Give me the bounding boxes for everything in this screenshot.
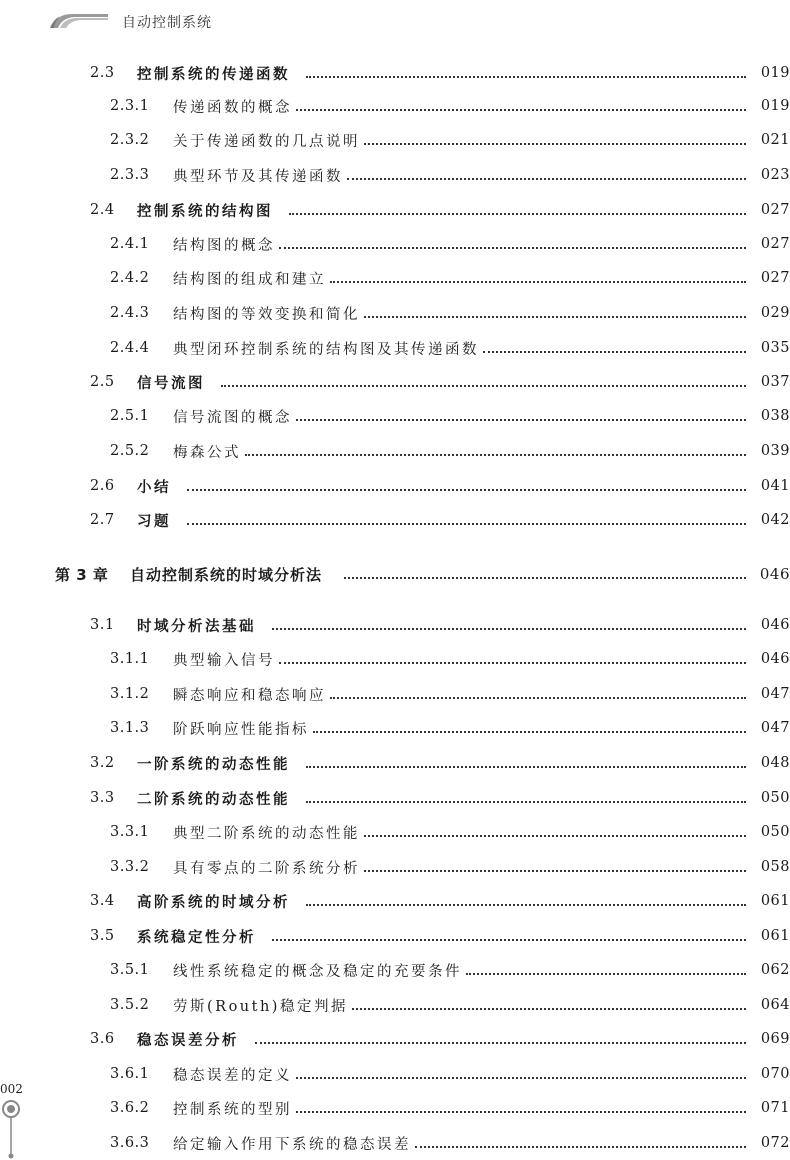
dot-leader xyxy=(187,488,746,491)
toc-entry-title: 时域分析法基础 xyxy=(137,617,256,635)
toc-entry-title: 控制系统的型别 xyxy=(173,1101,292,1118)
dot-leader xyxy=(296,418,746,421)
toc-entry-title: 稳态误差分析 xyxy=(137,1031,239,1049)
dot-leader xyxy=(364,834,746,837)
toc-entry-number: 3.1.1 xyxy=(110,651,150,667)
dot-leader xyxy=(296,1076,746,1079)
toc-entry[interactable] xyxy=(0,266,790,290)
toc-entry-page: 069 xyxy=(760,1031,790,1047)
toc-entry-page: 027 xyxy=(760,270,790,286)
dot-leader xyxy=(187,522,746,525)
toc-entry-title: 高阶系统的时域分析 xyxy=(137,893,290,911)
toc-entry[interactable] xyxy=(0,404,790,428)
dot-leader xyxy=(415,1145,746,1148)
toc-entry[interactable] xyxy=(0,163,790,187)
page-number: 002 xyxy=(0,1082,23,1096)
toc-entry-number: 3.2 xyxy=(90,755,115,771)
toc-entry[interactable] xyxy=(0,889,790,913)
toc-entry-page: 047 xyxy=(760,686,790,702)
toc-entry-title: 劳斯(Routh)稳定判据 xyxy=(173,998,348,1015)
toc-entry-title: 信号流图的概念 xyxy=(173,409,292,426)
toc-entry[interactable] xyxy=(0,336,790,360)
toc-entry-page: 061 xyxy=(760,928,790,944)
toc-entry-number: 3.3.1 xyxy=(110,824,150,840)
toc-entry-number: 3.1 xyxy=(90,617,115,633)
dot-leader xyxy=(279,246,746,249)
toc-entry-title: 梅森公式 xyxy=(173,444,241,461)
toc-entry-title: 信号流图 xyxy=(137,374,205,392)
toc-entry[interactable] xyxy=(0,855,790,879)
toc-entry-title: 给定输入作用下系统的稳态误差 xyxy=(173,1136,411,1153)
toc-entry-number: 3.1.3 xyxy=(110,720,150,736)
toc-entry-page: 062 xyxy=(760,962,790,978)
toc-entry[interactable] xyxy=(0,751,790,775)
toc-entry[interactable] xyxy=(0,128,790,152)
toc-entry-page: 021 xyxy=(760,132,790,148)
toc-entry-page: 048 xyxy=(760,755,790,771)
running-header xyxy=(0,0,790,42)
toc-entry-page: 029 xyxy=(760,305,790,321)
toc-entry-page: 061 xyxy=(760,893,790,909)
toc-entry-page: 027 xyxy=(760,236,790,252)
book-title: 自动控制系统 xyxy=(122,15,212,31)
toc-entry-title: 结构图的等效变换和简化 xyxy=(173,306,360,323)
toc-entry-number: 2.3.1 xyxy=(110,98,150,114)
toc-entry-page: 050 xyxy=(760,790,790,806)
dot-leader xyxy=(313,730,746,733)
dot-leader xyxy=(296,108,746,111)
toc-entry-number: 2.3 xyxy=(90,65,115,81)
toc-entry-number: 2.3.2 xyxy=(110,132,150,148)
toc-entry-page: 027 xyxy=(760,202,790,218)
toc-entry-number: 3.6.2 xyxy=(110,1100,150,1116)
toc-entry[interactable] xyxy=(0,924,790,948)
toc-entry[interactable] xyxy=(0,61,790,85)
toc-entry[interactable] xyxy=(0,993,790,1017)
toc-entry-title: 系统稳定性分析 xyxy=(137,928,256,946)
target-circle-icon xyxy=(0,1098,22,1160)
toc-entry-number: 2.5.1 xyxy=(110,408,150,424)
dot-leader xyxy=(344,576,746,579)
toc-entry[interactable] xyxy=(0,613,790,637)
toc-entry-number: 3.6.3 xyxy=(110,1135,150,1151)
toc-entry-number: 3.5.2 xyxy=(110,997,150,1013)
toc-entry-number: 2.5 xyxy=(90,374,115,390)
toc-entry[interactable] xyxy=(0,301,790,325)
dot-leader xyxy=(296,1110,746,1113)
dot-leader xyxy=(347,177,746,180)
toc-entry-page: 038 xyxy=(760,408,790,424)
dot-leader xyxy=(330,280,746,283)
toc-entry-page: 019 xyxy=(760,65,790,81)
dot-leader xyxy=(306,903,746,906)
toc-entry-title: 关于传递函数的几点说明 xyxy=(173,133,360,150)
dot-leader xyxy=(330,696,746,699)
toc-entry-number: 2.3.3 xyxy=(110,167,150,183)
toc-entry-page: 037 xyxy=(760,374,790,390)
toc-entry[interactable] xyxy=(0,508,790,532)
toc-entry[interactable] xyxy=(0,647,790,671)
dot-leader xyxy=(364,142,746,145)
toc-chapter-entry[interactable] xyxy=(0,562,790,586)
toc-entry-title: 典型二阶系统的动态性能 xyxy=(173,825,360,842)
toc-entry-title: 结构图的概念 xyxy=(173,237,275,254)
toc-entry-page: 050 xyxy=(760,824,790,840)
dot-leader xyxy=(245,453,746,456)
toc-entry-number: 3.5.1 xyxy=(110,962,150,978)
toc-entry-page: 035 xyxy=(760,340,790,356)
toc-entry-number: 3.3.2 xyxy=(110,859,150,875)
toc-entry-number: 3.5 xyxy=(90,928,115,944)
toc-entry-number: 2.4.1 xyxy=(110,236,150,252)
toc-entry-title: 阶跃响应性能指标 xyxy=(173,721,309,738)
dot-leader xyxy=(272,938,746,941)
toc-entry-number: 2.4 xyxy=(90,202,115,218)
toc-entry-page: 019 xyxy=(760,98,790,114)
toc-entry-number: 2.7 xyxy=(90,512,115,528)
toc-entry[interactable] xyxy=(0,474,790,498)
toc-entry[interactable] xyxy=(0,232,790,256)
toc-entry-page: 072 xyxy=(760,1135,790,1151)
toc-entry-title: 典型闭环控制系统的结构图及其传递函数 xyxy=(173,341,479,358)
toc-entry-title: 控制系统的结构图 xyxy=(137,202,273,220)
dot-leader xyxy=(466,972,746,975)
toc-entry[interactable] xyxy=(0,1062,790,1086)
dot-leader xyxy=(255,1041,746,1044)
toc-entry-page: 047 xyxy=(760,720,790,736)
toc-entry[interactable] xyxy=(0,682,790,706)
toc-entry[interactable] xyxy=(0,1131,790,1155)
toc-entry[interactable] xyxy=(0,1027,790,1051)
toc-entry-number: 2.6 xyxy=(90,478,115,494)
toc-entry-title: 结构图的组成和建立 xyxy=(173,271,326,288)
toc-entry[interactable] xyxy=(0,94,790,118)
toc-entry-title: 自动控制系统的时域分析法 xyxy=(130,565,323,584)
toc-entry[interactable] xyxy=(0,820,790,844)
toc-entry[interactable] xyxy=(0,716,790,740)
toc-entry[interactable] xyxy=(0,370,790,394)
dot-leader xyxy=(483,350,746,353)
toc-entry-number: 3.1.2 xyxy=(110,686,150,702)
toc-entry-number: 2.4.4 xyxy=(110,340,150,356)
toc-entry-title: 瞬态响应和稳态响应 xyxy=(173,687,326,704)
toc-entry-number: 第 3 章 xyxy=(55,565,109,584)
toc-entry[interactable] xyxy=(0,786,790,810)
toc-entry-page: 046 xyxy=(759,565,790,583)
toc-entry-page: 039 xyxy=(760,443,790,459)
toc-entry-page: 071 xyxy=(760,1100,790,1116)
toc-entry[interactable] xyxy=(0,1096,790,1120)
toc-entry-number: 2.4.3 xyxy=(110,305,150,321)
dot-leader xyxy=(272,627,746,630)
dot-leader xyxy=(364,869,746,872)
toc-entry-title: 二阶系统的动态性能 xyxy=(137,790,290,808)
toc-entry-title: 线性系统稳定的概念及稳定的充要条件 xyxy=(173,963,462,980)
toc-entry-page: 064 xyxy=(760,997,790,1013)
toc-entry-number: 3.6.1 xyxy=(110,1066,150,1082)
toc-entry-number: 3.4 xyxy=(90,893,115,909)
toc-entry-number: 3.6 xyxy=(90,1031,115,1047)
toc-entry-title: 典型输入信号 xyxy=(173,652,275,669)
toc-entry-number: 2.4.2 xyxy=(110,270,150,286)
toc-entry-number: 2.5.2 xyxy=(110,443,150,459)
dot-leader xyxy=(289,212,746,215)
toc-entry-page: 058 xyxy=(760,859,790,875)
toc-entry-page: 023 xyxy=(760,167,790,183)
toc-entry-page: 046 xyxy=(760,651,790,667)
toc-entry-title: 具有零点的二阶系统分析 xyxy=(173,860,360,877)
toc-entry[interactable] xyxy=(0,198,790,222)
toc-entry-title: 典型环节及其传递函数 xyxy=(173,168,343,185)
toc-entry-title: 控制系统的传递函数 xyxy=(137,65,290,83)
toc-entry[interactable] xyxy=(0,958,790,982)
toc-entry-title: 稳态误差的定义 xyxy=(173,1067,292,1084)
dot-leader xyxy=(306,800,746,803)
toc-entry-page: 070 xyxy=(760,1066,790,1082)
toc-entry-title: 习题 xyxy=(137,512,171,530)
dot-leader xyxy=(221,384,746,387)
dot-leader xyxy=(306,75,746,78)
toc-entry-title: 传递函数的概念 xyxy=(173,99,292,116)
toc-entry-page: 041 xyxy=(760,478,790,494)
toc-entry-number: 3.3 xyxy=(90,790,115,806)
toc-entry-page: 042 xyxy=(760,512,790,528)
dot-leader xyxy=(306,765,746,768)
dot-leader xyxy=(364,315,746,318)
dot-leader xyxy=(352,1007,746,1010)
toc-entry-title: 小结 xyxy=(137,478,171,496)
toc-entry-page: 046 xyxy=(760,617,790,633)
dot-leader xyxy=(279,661,746,664)
toc-entry-title: 一阶系统的动态性能 xyxy=(137,755,290,773)
header-swoosh-logo xyxy=(50,10,110,32)
toc-entry[interactable] xyxy=(0,439,790,463)
